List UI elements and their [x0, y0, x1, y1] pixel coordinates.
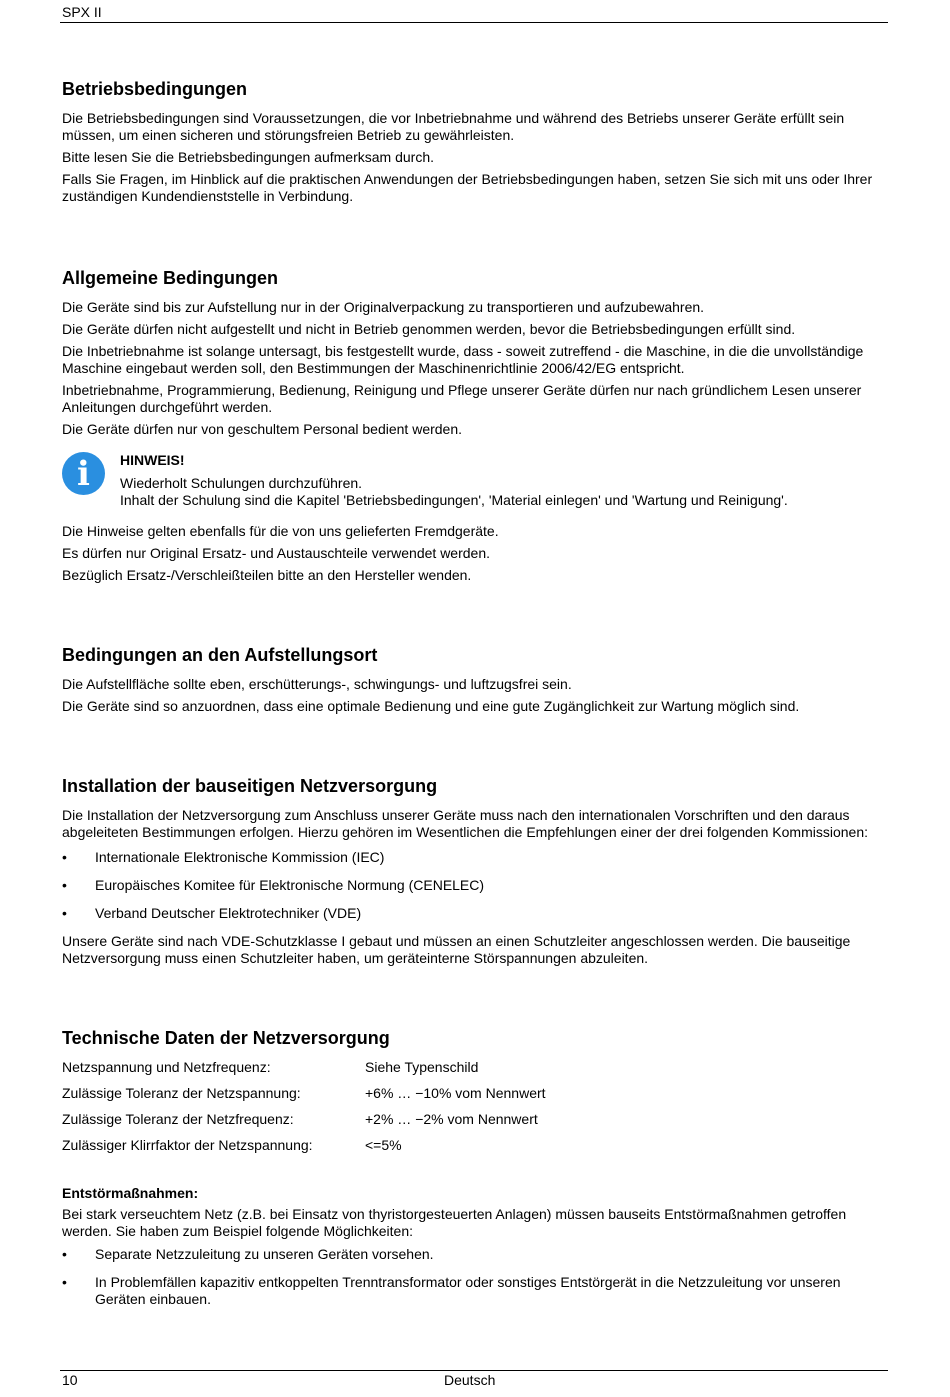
spec-value: Siehe Typenschild: [365, 1059, 479, 1075]
commission-list: [62, 849, 888, 922]
page-number: 10: [62, 1372, 78, 1388]
page-content: [62, 78, 888, 1319]
list-item: • Verband Deutscher Elektrotechniker (VDE): [62, 905, 888, 922]
spec-label: Zulässige Toleranz der Netzspannung:: [62, 1085, 301, 1101]
table-row: [62, 1085, 546, 1111]
table-row: [62, 1059, 546, 1085]
section-heading: Bedingungen an den Aufstellungsort: [62, 645, 378, 665]
notice-line: Inhalt der Schulung sind die Kapitel 'Betriebsbedingungen', 'Material einlegen' und 'Wartung und Reinigung'.: [120, 492, 788, 508]
section-allgemeine-bedingungen: [62, 267, 888, 584]
section-betriebsbedingungen: [62, 78, 888, 205]
list-item: • Europäisches Komitee für Elektronische Normung (CENELEC): [62, 877, 888, 894]
spec-label: Netzspannung und Netzfrequenz:: [62, 1059, 271, 1075]
paragraph: Die Geräte dürfen nicht aufgestellt und nicht in Betrieb genommen werden, bevor die Betriebsbedingungen erfüllt sind.: [62, 321, 796, 337]
section-heading: Allgemeine Bedingungen: [62, 268, 279, 288]
section-aufstellungsort: [62, 644, 888, 715]
paragraph: Bezüglich Ersatz-/Verschleißteilen bitte an den Hersteller wenden.: [62, 567, 472, 583]
paragraph: Die Inbetriebnahme ist solange untersagt, bis festgestellt wurde, dass - soweit zutreffend - die Maschine, in die die unvollständige Maschine eingebaut werden soll, den Bestimmungen der Maschinenrichtlinie 2006/42/EG entspricht.: [62, 343, 864, 376]
footer-rule: [60, 1370, 888, 1371]
paragraph: Inbetriebnahme, Programmierung, Bedienung, Reinigung und Pflege unserer Geräte dürfen nur nach gründlichem Lesen unserer Anleitungen durchgeführt werden.: [62, 382, 862, 415]
running-header: SPX II: [62, 4, 102, 20]
table-row: [62, 1137, 546, 1163]
footer-language: Deutsch: [444, 1372, 496, 1388]
section-spacer: [62, 972, 888, 1027]
measures-list: [62, 1246, 888, 1308]
sub-heading: Entstörmaßnahmen:: [62, 1185, 199, 1201]
paragraph: Falls Sie Fragen, im Hinblick auf die praktischen Anwendungen der Betriebsbedingungen haben, setzen Sie sich mit uns oder Ihrer zuständigen Kundendienststelle in Verbindung.: [62, 171, 873, 204]
notice-box: [62, 452, 888, 509]
paragraph: Unsere Geräte sind nach VDE-Schutzklasse I gebaut und müssen an einen Schutzleiter angeschlossen werden. Die bauseitige Netzversorgung muss einen Schutzleiter haben, um geräteinterne Störspannungen abzuleiten.: [62, 933, 851, 966]
paragraph: Die Geräte sind so anzuordnen, dass eine optimale Bedienung und eine gute Zugänglichkeit zur Wartung möglich sind.: [62, 698, 800, 714]
paragraph: Es dürfen nur Original Ersatz- und Austauschteile verwendet werden.: [62, 545, 491, 561]
header-rule: [60, 22, 888, 23]
section-spacer: [62, 720, 888, 775]
paragraph: Die Geräte dürfen nur von geschultem Personal bedient werden.: [62, 421, 463, 437]
paragraph: Die Installation der Netzversorgung zum Anschluss unserer Geräte muss nach den internationalen Vorschriften und den daraus abgeleiteten Bestimmungen erfolgen. Hierzu gehören im Wesentlichen die Empfehlungen einer der drei folgenden Kommissionen:: [62, 807, 868, 840]
table-row: [62, 1111, 546, 1137]
list-item: • Internationale Elektronische Kommission (IEC): [62, 849, 888, 866]
section-installation: [62, 775, 888, 967]
list-item: • Separate Netzzuleitung zu unseren Geräten vorsehen.: [62, 1246, 888, 1263]
spec-value: +6% … −10% vom Nennwert: [365, 1085, 546, 1101]
paragraph: Die Hinweise gelten ebenfalls für die von uns gelieferten Fremdgeräte.: [62, 523, 499, 539]
paragraph: Bei stark verseuchtem Netz (z.B. bei Einsatz von thyristorgesteuerten Anlagen) müssen bauseits Entstörmaßnahmen getroffen werden. Sie haben zum Beispiel folgende Möglichkeiten:: [62, 1206, 847, 1239]
section-technische-daten: [62, 1027, 888, 1308]
paragraph: Die Betriebsbedingungen sind Voraussetzungen, die vor Inbetriebnahme und während des Betriebs unserer Geräte erfüllt sein müssen, um einen sicheren und störungsfreien Betrieb zu gewährleisten.: [62, 110, 845, 143]
section-heading: Technische Daten der Netzversorgung: [62, 1028, 390, 1048]
spec-label: Zulässige Toleranz der Netzfrequenz:: [62, 1111, 294, 1127]
section-heading: Betriebsbedingungen: [62, 79, 248, 99]
section-heading: Installation der bauseitigen Netzversorgung: [62, 776, 438, 796]
info-icon: i: [62, 452, 105, 495]
section-spacer: [62, 589, 888, 644]
notice-line: Wiederholt Schulungen durchzuführen.: [120, 475, 363, 491]
spec-value: <=5%: [365, 1137, 402, 1153]
spec-table: [62, 1059, 546, 1163]
spec-value: +2% … −2% vom Nennwert: [365, 1111, 538, 1127]
paragraph: Bitte lesen Sie die Betriebsbedingungen aufmerksam durch.: [62, 149, 434, 165]
spec-label: Zulässiger Klirrfaktor der Netzspannung:: [62, 1137, 313, 1153]
section-spacer: [62, 210, 888, 267]
list-item: • In Problemfällen kapazitiv entkoppelten Trenntransformator oder sonstiges Entstörgerät in die Netzzuleitung vor unseren Geräten einbauen.: [62, 1274, 888, 1308]
paragraph: Die Geräte sind bis zur Aufstellung nur in der Originalverpackung zu transportieren und aufzubewahren.: [62, 299, 705, 315]
notice-title: HINWEIS!: [120, 452, 185, 468]
paragraph: Die Aufstellfläche sollte eben, erschütterungs-, schwingungs- und luftzugsfrei sein.: [62, 676, 572, 692]
